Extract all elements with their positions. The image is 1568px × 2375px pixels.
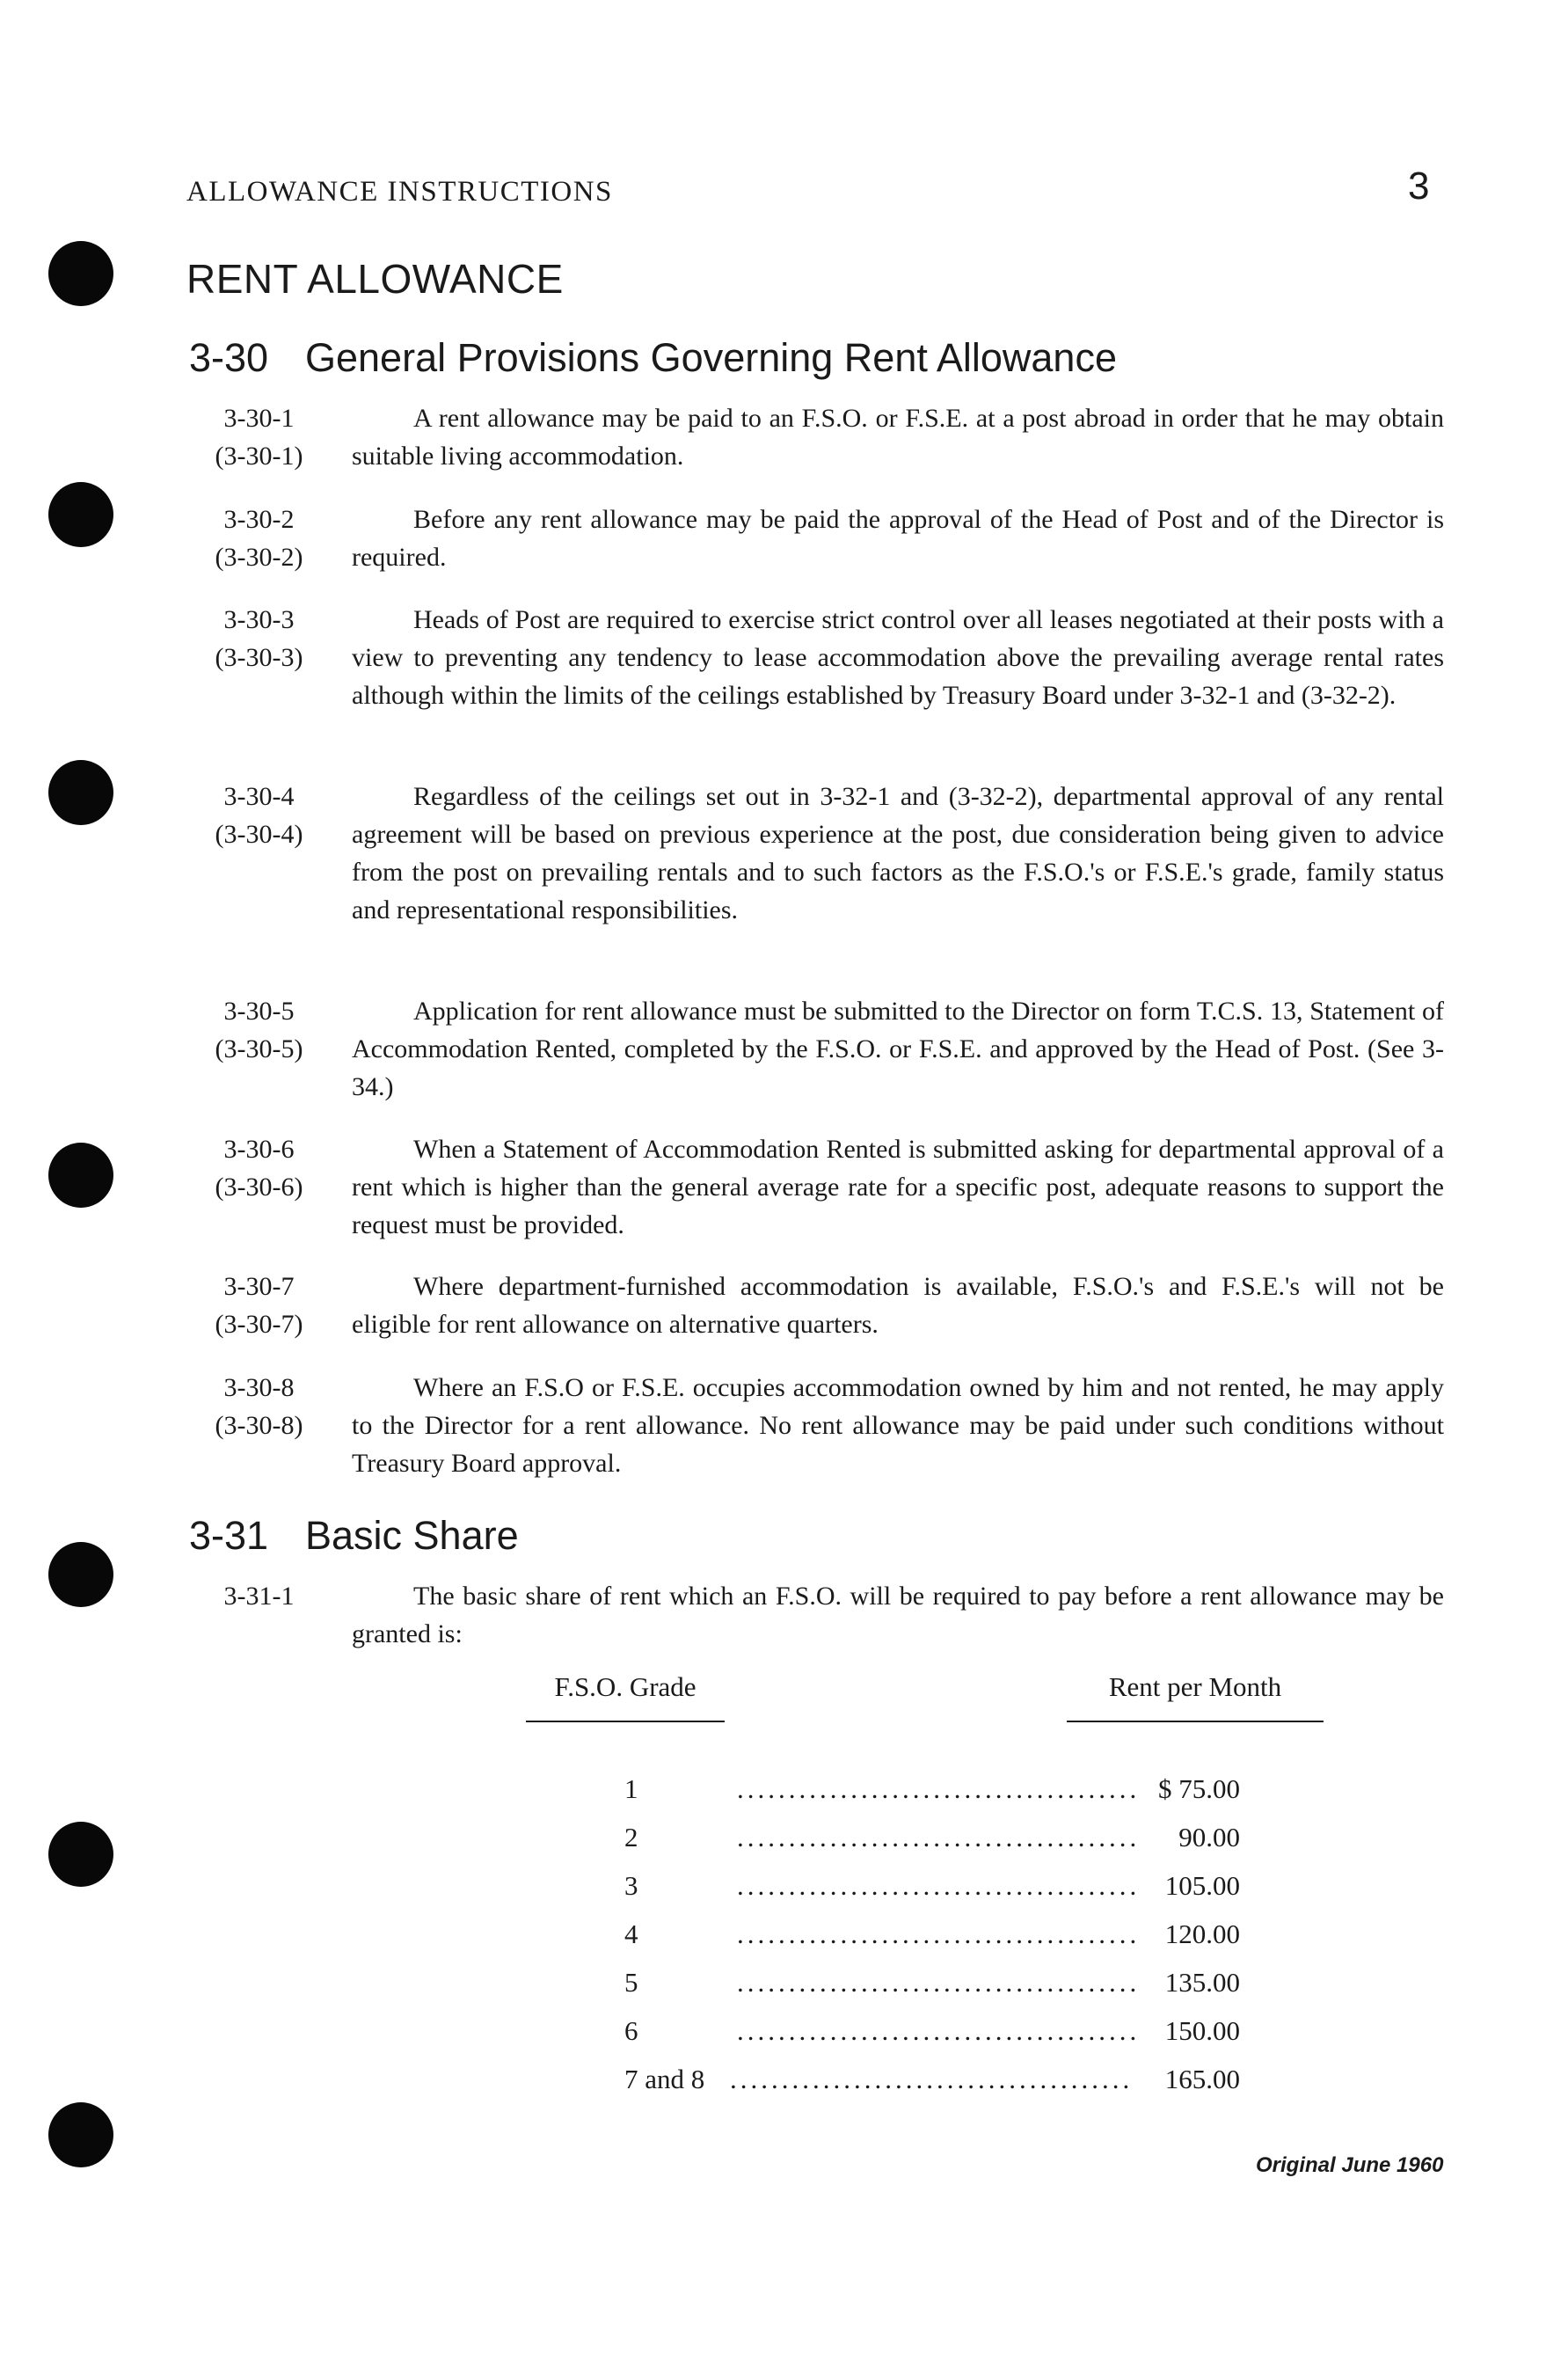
paragraph-3-30-7 [186,1268,1444,1343]
paragraph-number: 3-30-3 (3-30-3) [215,605,303,672]
rent-cell: 120.00 [1164,1918,1240,1949]
heading-3-31 [189,1513,519,1559]
paragraph-3-30-6 [186,1130,1444,1244]
column-header-rent: Rent per Month [1067,1671,1324,1722]
grade-cell: 4 [624,1918,638,1949]
grade-cell: 3 [624,1870,638,1901]
heading-number: 3-31 [189,1513,269,1558]
table-row [526,1967,1335,2015]
rent-cell: 90.00 [1178,1822,1240,1852]
leader-dots: ....................................... [737,1870,1141,1901]
table-row [526,2015,1335,2064]
binder-hole [48,1143,113,1208]
rent-cell: 135.00 [1164,1967,1240,1998]
binder-hole [48,1822,113,1887]
table-row [526,1822,1335,1870]
paragraph-text: The basic share of rent which an F.S.O. will be required to pay before a rent allowance may be granted is: [352,1582,1444,1648]
grade-cell: 5 [624,1967,638,1998]
grade-cell: 1 [624,1773,638,1804]
page-number: 3 [1408,164,1430,208]
leader-dots: ....................................... [737,1967,1141,1998]
paragraph-number: 3-30-6 (3-30-6) [215,1135,303,1202]
paragraph-number: 3-30-2 (3-30-2) [215,505,303,572]
paragraph-3-30-4 [186,778,1444,929]
heading-3-30 [189,335,1117,381]
binder-hole [48,1542,113,1607]
binder-hole [48,2102,113,2167]
paragraph-number: 3-30-8 (3-30-8) [215,1373,303,1440]
paragraph-number: 3-30-1 (3-30-1) [215,404,303,471]
paragraph-text: Where department-furnished accommodation is available, F.S.O.'s and F.S.E.'s will not be eligible for rent allowance on alternative quarters. [352,1272,1444,1339]
paragraph-text: Where an F.S.O or F.S.E. occupies accommodation owned by him and not rented, he may apply to the Director for a rent allowance. No rent allowance may be paid under such conditions without Treasury Board approval. [352,1373,1444,1478]
table-row [526,1918,1335,1967]
leader-dots: ....................................... [737,1773,1141,1804]
paragraph-3-31-1 [186,1577,1444,1653]
table-row [526,1773,1335,1822]
paragraph-text: A rent allowance may be paid to an F.S.O. or F.S.E. at a post abroad in order that he may obtain suitable living accommodation. [352,404,1444,471]
table-row [526,2064,1335,2112]
table-row [526,1870,1335,1918]
running-head: ALLOWANCE INSTRUCTIONS [186,176,613,208]
paragraph-number: 3-30-7 (3-30-7) [215,1272,303,1339]
paragraph-text: Before any rent allowance may be paid the approval of the Head of Post and of the Director is required. [352,505,1444,572]
paragraph-3-30-1 [186,399,1444,475]
rent-cell: 105.00 [1164,1870,1240,1901]
heading-title: General Provisions Governing Rent Allowance [305,335,1117,380]
rent-cell: 165.00 [1164,2064,1240,2094]
leader-dots: ....................................... [737,2015,1141,2046]
leader-dots: ....................................... [737,1822,1141,1852]
heading-title: Basic Share [305,1513,519,1558]
column-header-grade: F.S.O. Grade [526,1671,725,1722]
binder-hole [48,760,113,825]
rent-cell: $ 75.00 [1158,1773,1240,1804]
section-title: RENT ALLOWANCE [186,256,564,302]
heading-number: 3-30 [189,335,269,380]
paragraph-number: 3-30-4 (3-30-4) [215,782,303,849]
paragraph-3-30-5 [186,992,1444,1106]
paragraph-text: Regardless of the ceilings set out in 3-32-1 and (3-32-2), departmental approval of any rental agreement will be based on previous experience at the post, due consideration being given to advice from the post on prevailing rentals and to such factors as the F.S.O.'s or F.S.E.'s grade, family status and representational responsibilities. [352,782,1444,924]
grade-cell: 7 and 8 [624,2064,705,2094]
paragraph-text: Heads of Post are required to exercise strict control over all leases negotiated at their posts with a view to preventing any tendency to lease accommodation above the prevailing average rental rates although within the limits of the ceilings established by Treasury Board under 3-32-1 and (3-32-2). [352,605,1444,710]
grade-cell: 2 [624,1822,638,1852]
paragraph-text: Application for rent allowance must be submitted to the Director on form T.C.S. 13, Statement of Accommodation Rented, completed by the F.S.O. or F.S.E. and approved by the Head of Post. (See 3-34.) [352,997,1444,1101]
grade-cell: 6 [624,2015,638,2046]
paragraph-text: When a Statement of Accommodation Rented is submitted asking for departmental approval of a rent which is higher than the general average rate for a specific post, adequate reasons to support the request must be provided. [352,1135,1444,1239]
paragraph-3-30-3 [186,601,1444,714]
binder-hole [48,241,113,306]
paragraph-number: 3-30-5 (3-30-5) [215,997,303,1063]
footer-date: Original June 1960 [1256,2153,1444,2177]
leader-dots: ....................................... [737,1918,1141,1949]
paragraph-number: 3-31-1 [223,1582,295,1611]
rent-cell: 150.00 [1164,2015,1240,2046]
leader-dots: ....................................... [730,2064,1134,2094]
paragraph-3-30-8 [186,1369,1444,1482]
binder-hole [48,482,113,547]
paragraph-3-30-2 [186,501,1444,576]
